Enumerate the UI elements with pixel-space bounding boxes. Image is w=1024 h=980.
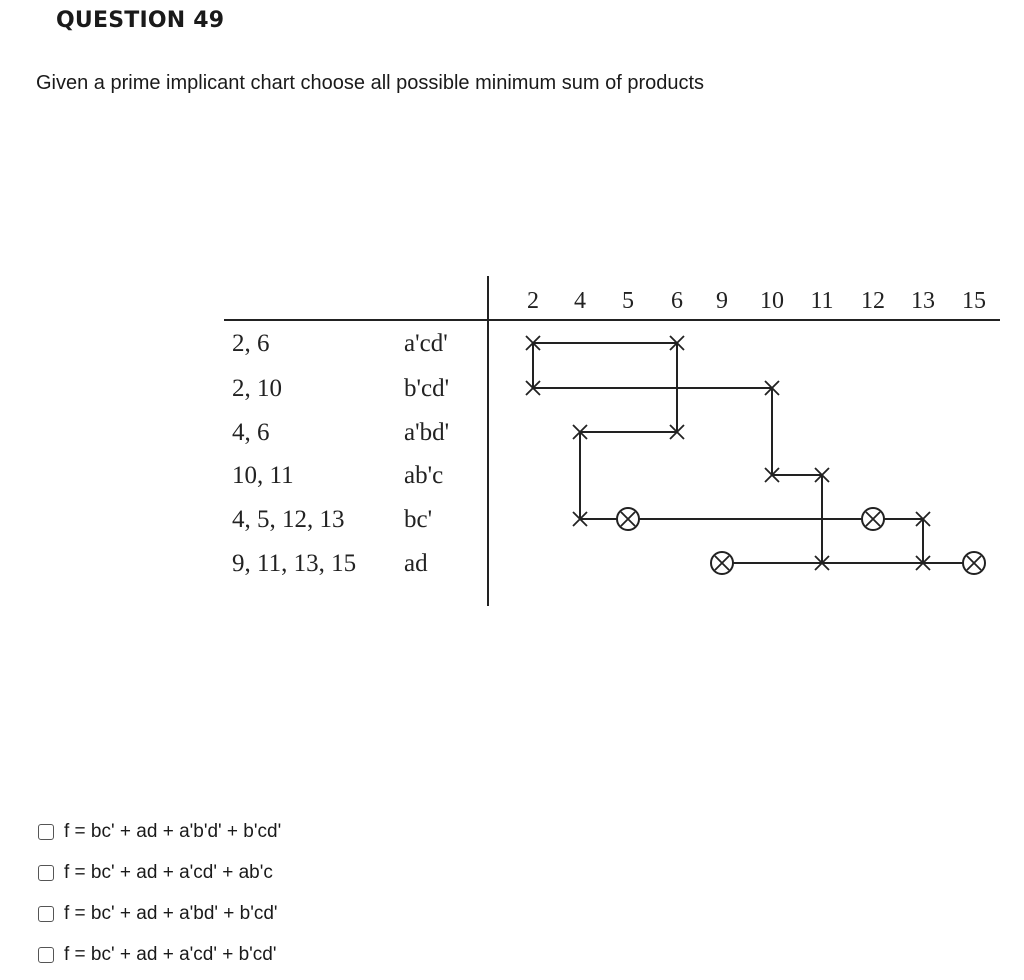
row-group-1: 2, 10 — [232, 375, 282, 402]
row-group-4: 4, 5, 12, 13 — [232, 506, 345, 533]
question-text: Given a prime implicant chart choose all possible minimum sum of products — [36, 72, 705, 94]
minterm-header-2: 2 — [527, 288, 539, 314]
minterm-header-12: 12 — [861, 288, 885, 314]
row-group-5: 9, 11, 13, 15 — [232, 550, 357, 577]
row-group-3: 10, 11 — [232, 462, 294, 489]
minterm-header-9: 9 — [716, 288, 728, 314]
option-2-checkbox[interactable] — [38, 865, 54, 881]
option-3[interactable] — [38, 902, 278, 926]
minterm-header-11: 11 — [810, 288, 834, 314]
option-3-checkbox[interactable] — [38, 906, 54, 922]
row-term-1: b'cd' — [404, 375, 450, 402]
option-2[interactable] — [38, 861, 273, 885]
row-term-3: ab'c — [404, 462, 444, 489]
option-4-label: f = bc' + ad + a'cd' + b'cd' — [64, 944, 277, 965]
minterm-header-5: 5 — [622, 288, 634, 314]
row-term-4: bc' — [404, 506, 433, 533]
row-term-0: a'cd' — [404, 330, 448, 357]
minterm-header-10: 10 — [760, 288, 784, 314]
row-group-0: 2, 6 — [232, 330, 270, 357]
minterm-header-13: 13 — [911, 288, 935, 314]
option-1-checkbox[interactable] — [38, 824, 54, 840]
option-1-label: f = bc' + ad + a'b'd' + b'cd' — [64, 821, 282, 842]
minterm-header-15: 15 — [962, 288, 986, 314]
row-group-2: 4, 6 — [232, 419, 270, 446]
option-4-checkbox[interactable] — [38, 947, 54, 963]
option-1[interactable] — [38, 820, 281, 844]
option-3-label: f = bc' + ad + a'bd' + b'cd' — [64, 903, 278, 924]
row-term-5: ad — [404, 550, 428, 577]
question-title: QUESTION 49 — [56, 8, 225, 33]
minterm-header-6: 6 — [671, 288, 683, 314]
row-term-2: a'bd' — [404, 419, 450, 446]
option-2-label: f = bc' + ad + a'cd' + ab'c — [64, 862, 273, 883]
minterm-header-4: 4 — [574, 288, 586, 314]
option-4[interactable] — [38, 943, 277, 967]
